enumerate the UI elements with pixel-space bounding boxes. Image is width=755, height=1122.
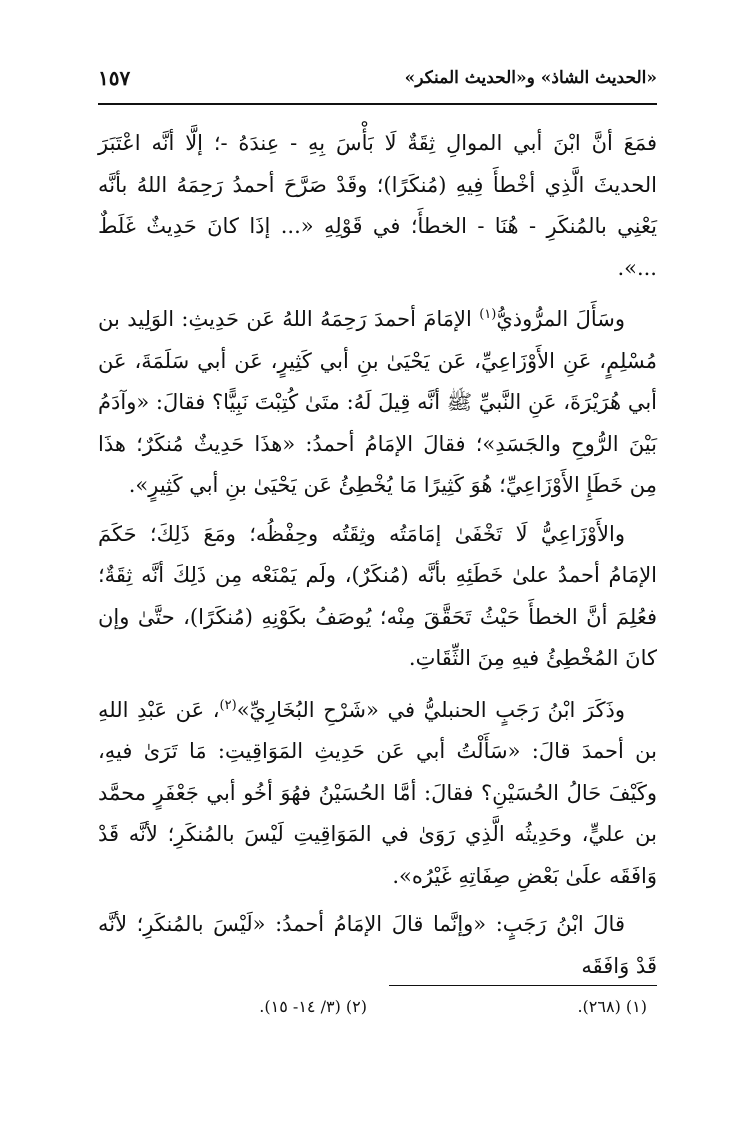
- header-divider: [98, 103, 657, 105]
- paragraph-2-start: وسَأَلَ المرُّوذيُّ: [496, 307, 625, 331]
- footnote-ref-2: (٢): [219, 697, 237, 713]
- paragraph-1: فمَعَ أنَّ ابْنَ أبي الموالِ ثِقَةٌ لَا بَأْسَ بِهِ - عِندَهُ -؛ إلَّا أنَّه اعْتَبَرَ الحديثَ الَّذِي أخْطأَ فِيهِ (مُنكَرًا)؛ وقَدْ صَرَّحَ أحمدُ رَحِمَهُ اللهُ بأنَّه يَعْنِي بالمُنكَرِ - هُنَا - الخطأَ؛ في قَوْلِهِ «... إذَا كانَ حَدِيثٌ غَلَطٌ ...».: [98, 131, 657, 280]
- footnote-2: (٢) (٣/ ١٤- ١٥).: [259, 997, 367, 1016]
- paragraph-4-rest: ، عَن عَبْدِ اللهِ بن أحمدَ قالَ: «سَأَلْتُ أبي عَن حَدِيثِ المَوَاقِيتِ: مَا تَرَىٰ فيهِ، وكَيْفَ حَالُ الحُسَيْنِ؟ فقالَ: أمَّا الحُسَيْنُ فهُوَ أخُو أبي جَعْفَرٍ محمَّد بن عليٍّ، وحَدِيثُه الَّذِي رَوَىٰ في المَوَاقِيتِ لَيْسَ بالمُنكَرِ؛ لأنَّه قَدْ وَافَقَه علَىٰ بَعْضِ صِفَاتِهِ غَيْرُه».: [98, 697, 657, 888]
- paragraph-3: والأَوْزَاعِيُّ لَا تَخْفَىٰ إمَامَتُه وثِقَتُه وحِفْظُه؛ ومَعَ ذَلِكَ؛ حَكَمَ الإمَامُ أحمدُ علىٰ خَطَئِهِ بأنَّه (مُنكَرٌ)، ولَم يَمْنَعْه مِن ذَلِكَ أنَّه ثِقَةٌ؛ فعُلِمَ أنَّ الخطأَ حَيْثُ تَحَقَّقَ مِنْه؛ يُوصَفُ بكَوْنِهِ (مُنكَرًا)، حتَّىٰ وإن كانَ المُخْطِئُ فيهِ مِنَ الثِّقَاتِ.: [98, 521, 657, 670]
- page-header: [98, 66, 657, 100]
- footnote-divider: [389, 985, 657, 986]
- running-title: «الحديث الشاذ» و«الحديث المنكر»: [404, 68, 657, 88]
- paragraph-4: [98, 690, 657, 898]
- paragraph-5: قالَ ابْنُ رَجَبٍ: «وإنَّما قالَ الإمَامُ أحمدُ: «لَيْسَ بالمُنكَرِ؛ لأنَّه قَدْ وَافَقَه: [98, 912, 657, 978]
- paragraph-2-rest: الإمَامَ أحمدَ رَحِمَهُ اللهُ عَن حَدِيثِ: الوَلِيد بن مُسْلِمٍ، عَنِ الأَوْزَاعِيِّ، عَن يَحْيَىٰ بنِ أبي كَثِيرٍ، عَن أبي سَلَمَةَ، عَن أبي هُرَيْرَةَ، عَنِ النَّبيِّ ﷺ أنَّه قِيلَ لَهُ: متَىٰ كُتِبْتَ نَبِيًّا؟ فقالَ: «وآدَمُ بَيْنَ الرُّوحِ والجَسَدِ»؛ فقالَ الإمَامُ أحمدُ: «هذَا حَدِيثٌ مُنكَرٌ؛ هذَا مِن خَطَإِ الأَوْزَاعِيِّ؛ هُوَ كَثِيرًا مَا يُخْطِئُ عَن يَحْيَىٰ بنِ أبي كَثِيرٍ».: [98, 307, 657, 497]
- footnotes: [230, 997, 647, 1021]
- body-text: [98, 123, 657, 987]
- footnote-ref-1: (١): [479, 307, 497, 322]
- footnote-1: (١) (٢٦٨).: [577, 997, 647, 1016]
- paragraph-4-start: وذَكَرَ ابْنُ رَجَبٍ الحنبليُّ في «شَرْحِ البُخَارِيِّ»: [236, 697, 625, 722]
- page-number: ١٥٧: [98, 66, 131, 90]
- paragraph-2: [98, 299, 657, 507]
